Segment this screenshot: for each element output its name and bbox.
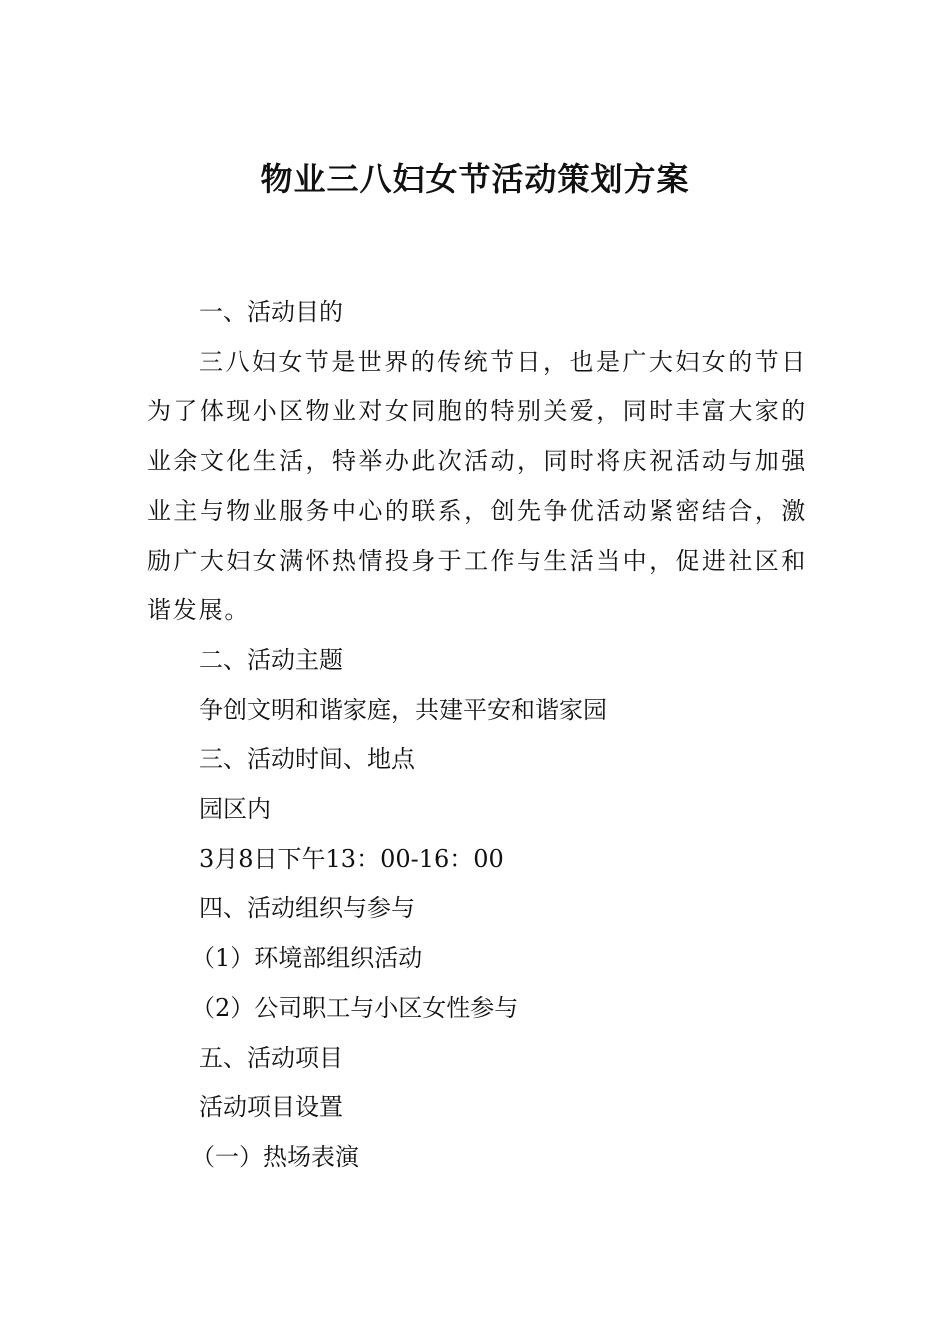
- section-heading-theme: 二、活动主题: [199, 645, 343, 674]
- place-text: 园区内: [199, 795, 271, 824]
- document-title: 物业三八妇女节活动策划方案: [260, 160, 690, 198]
- section-heading-projects: 五、活动项目: [199, 1043, 343, 1072]
- time-text: 3月8日下午13：00-16：00: [199, 844, 504, 873]
- project-item-1: （一）热场表演: [191, 1142, 359, 1171]
- section-heading-time-place: 三、活动时间、地点: [199, 745, 415, 774]
- theme-text: 争创文明和谐家庭，共建平安和谐家园: [199, 695, 607, 724]
- section-heading-purpose: 一、活动目的: [199, 298, 343, 326]
- purpose-paragraph: 三八妇女节是世界的传统节日，也是广大妇女的节日为了体现小区物业对女同胞的特别关爱，同时丰富大家的业余文化生活，特举办此次活动，同时将庆祝活动与加强业主与物业服务中心的联系，创先争优活动紧密结合，激励广大妇女满怀热情投身于工作与生活当中，促进社区和谐发展。: [147, 347, 807, 625]
- projects-setup-text: 活动项目设置: [199, 1093, 343, 1122]
- section-heading-organization: 四、活动组织与参与: [199, 894, 415, 923]
- document-body: [147, 288, 807, 1183]
- organization-item-2: （2）公司职工与小区女性参与: [191, 993, 519, 1022]
- organization-item-1: （1）环境部组织活动: [191, 944, 423, 973]
